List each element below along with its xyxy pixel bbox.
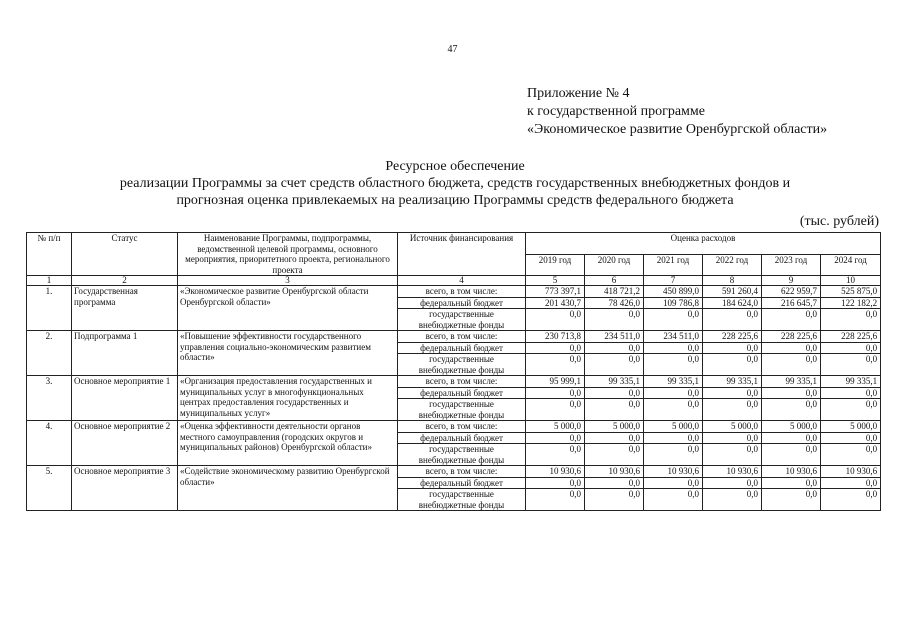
row-value: 525 875,0 <box>821 286 881 298</box>
table-row <box>27 466 881 478</box>
row-value: 99 335,1 <box>703 376 762 388</box>
row-value: 228 225,6 <box>762 331 821 343</box>
row-value: 0,0 <box>762 342 821 354</box>
row-value: 5 000,0 <box>762 421 821 433</box>
row-value: 0,0 <box>585 342 644 354</box>
row-value: 78 426,0 <box>585 297 644 309</box>
row-value: 228 225,6 <box>703 331 762 343</box>
row-name: «Оценка эффективности деятельности органов местного самоуправления (городских округов и муниципальных районов) Оренбургской области» <box>178 421 398 466</box>
row-name: «Экономическое развитие Оренбургской области Оренбургской области» <box>178 286 398 331</box>
row-name: «Повышение эффективности государственного управления социально-экономическим развитием области» <box>178 331 398 376</box>
header-num: № п/п <box>27 233 72 276</box>
row-value: 99 335,1 <box>821 376 881 388</box>
row-value: 0,0 <box>644 489 703 511</box>
row-number: 2. <box>27 331 72 376</box>
row-source: государственные внебюджетные фонды <box>398 489 526 511</box>
row-value: 201 430,7 <box>526 297 585 309</box>
row-value: 228 225,6 <box>821 331 881 343</box>
row-value: 184 624,0 <box>703 297 762 309</box>
row-value: 0,0 <box>644 354 703 376</box>
table-row <box>27 376 881 388</box>
row-value: 0,0 <box>821 444 881 466</box>
row-value: 0,0 <box>762 432 821 444</box>
row-status: Государственная программа <box>72 286 178 331</box>
row-value: 10 930,6 <box>644 466 703 478</box>
row-source: государственные внебюджетные фонды <box>398 354 526 376</box>
row-status: Подпрограмма 1 <box>72 331 178 376</box>
resource-table <box>26 232 881 511</box>
row-source: государственные внебюджетные фонды <box>398 309 526 331</box>
row-value: 0,0 <box>585 354 644 376</box>
row-value: 0,0 <box>644 444 703 466</box>
row-value: 0,0 <box>585 477 644 489</box>
row-value: 0,0 <box>644 399 703 421</box>
row-value: 0,0 <box>762 399 821 421</box>
row-value: 0,0 <box>762 444 821 466</box>
row-value: 450 899,0 <box>644 286 703 298</box>
row-value: 0,0 <box>526 444 585 466</box>
row-value: 0,0 <box>703 399 762 421</box>
units-label: (тыс. рублей) <box>799 214 879 229</box>
row-value: 0,0 <box>703 432 762 444</box>
row-value: 0,0 <box>526 309 585 331</box>
row-value: 0,0 <box>703 342 762 354</box>
row-value: 0,0 <box>703 309 762 331</box>
title-line-3: прогнозная оценка привлекаемых на реализацию Программы средств федерального бюджета <box>176 193 734 208</box>
row-value: 0,0 <box>703 444 762 466</box>
row-value: 0,0 <box>821 489 881 511</box>
page-number: 47 <box>447 44 458 55</box>
header-name: Наименование Программы, подпрограммы, ведомственной целевой программы, основного мероприятия, приоритетного проекта, регионального проекта <box>178 233 398 276</box>
row-value: 0,0 <box>585 309 644 331</box>
row-value: 0,0 <box>526 354 585 376</box>
row-source: федеральный бюджет <box>398 477 526 489</box>
row-value: 0,0 <box>585 387 644 399</box>
row-value: 10 930,6 <box>762 466 821 478</box>
row-value: 0,0 <box>762 387 821 399</box>
row-value: 109 786,8 <box>644 297 703 309</box>
header-year: 2023 год <box>762 254 821 276</box>
row-source: федеральный бюджет <box>398 432 526 444</box>
table-row <box>27 421 881 433</box>
column-number: 5 <box>526 276 585 286</box>
row-name: «Организация предоставления государственных и муниципальных услуг в многофункциональных центрах предоставления государственных и муниципальных услуг» <box>178 376 398 421</box>
row-value: 5 000,0 <box>821 421 881 433</box>
row-value: 10 930,6 <box>821 466 881 478</box>
column-number: 4 <box>398 276 526 286</box>
row-value: 5 000,0 <box>644 421 703 433</box>
row-value: 0,0 <box>526 489 585 511</box>
row-value: 0,0 <box>821 342 881 354</box>
row-value: 0,0 <box>703 387 762 399</box>
row-value: 0,0 <box>762 489 821 511</box>
row-value: 216 645,7 <box>762 297 821 309</box>
column-number: 8 <box>703 276 762 286</box>
column-number: 1 <box>27 276 72 286</box>
column-number: 9 <box>762 276 821 286</box>
row-value: 0,0 <box>526 399 585 421</box>
row-source: всего, в том числе: <box>398 331 526 343</box>
row-name: «Содействие экономическому развитию Оренбургской области» <box>178 466 398 511</box>
row-value: 0,0 <box>821 387 881 399</box>
row-value: 5 000,0 <box>703 421 762 433</box>
row-value: 99 335,1 <box>644 376 703 388</box>
row-number: 3. <box>27 376 72 421</box>
row-source: всего, в том числе: <box>398 421 526 433</box>
row-number: 1. <box>27 286 72 331</box>
row-value: 0,0 <box>821 309 881 331</box>
column-number: 6 <box>585 276 644 286</box>
row-value: 0,0 <box>526 477 585 489</box>
row-value: 95 999,1 <box>526 376 585 388</box>
row-source: государственные внебюджетные фонды <box>398 444 526 466</box>
table-body <box>27 286 881 511</box>
row-number: 4. <box>27 421 72 466</box>
row-value: 0,0 <box>703 354 762 376</box>
row-value: 0,0 <box>644 309 703 331</box>
title-line-1: Ресурсное обеспечение <box>385 159 525 174</box>
row-source: государственные внебюджетные фонды <box>398 399 526 421</box>
row-value: 234 511,0 <box>644 331 703 343</box>
row-source: всего, в том числе: <box>398 376 526 388</box>
row-source: федеральный бюджет <box>398 342 526 354</box>
row-status: Основное мероприятие 3 <box>72 466 178 511</box>
row-value: 0,0 <box>821 477 881 489</box>
table-row <box>27 286 881 298</box>
header-year: 2024 год <box>821 254 881 276</box>
header-year: 2021 год <box>644 254 703 276</box>
row-value: 0,0 <box>644 387 703 399</box>
row-value: 0,0 <box>526 387 585 399</box>
header-year: 2022 год <box>703 254 762 276</box>
row-value: 122 182,2 <box>821 297 881 309</box>
row-value: 0,0 <box>762 477 821 489</box>
row-status: Основное мероприятие 2 <box>72 421 178 466</box>
row-value: 10 930,6 <box>703 466 762 478</box>
row-value: 5 000,0 <box>585 421 644 433</box>
header-year: 2020 год <box>585 254 644 276</box>
row-status: Основное мероприятие 1 <box>72 376 178 421</box>
column-number: 3 <box>178 276 398 286</box>
row-value: 0,0 <box>644 342 703 354</box>
column-number: 7 <box>644 276 703 286</box>
title-line-2: реализации Программы за счет средств областного бюджета, средств государственных внебюджетных фондов и <box>119 176 791 191</box>
row-source: федеральный бюджет <box>398 387 526 399</box>
row-value: 0,0 <box>762 309 821 331</box>
row-value: 0,0 <box>644 477 703 489</box>
document-title <box>60 158 850 209</box>
row-value: 99 335,1 <box>762 376 821 388</box>
header-estimate: Оценка расходов <box>526 233 881 255</box>
column-number: 2 <box>72 276 178 286</box>
header-year: 2019 год <box>526 254 585 276</box>
row-value: 0,0 <box>703 489 762 511</box>
appendix-line-3: «Экономическое развитие Оренбургской области» <box>527 122 828 137</box>
row-value: 0,0 <box>585 489 644 511</box>
row-value: 0,0 <box>526 342 585 354</box>
appendix-line-2: к государственной программе <box>527 104 705 119</box>
row-value: 622 959,7 <box>762 286 821 298</box>
row-value: 0,0 <box>526 432 585 444</box>
row-value: 0,0 <box>585 399 644 421</box>
row-value: 0,0 <box>644 432 703 444</box>
appendix-line-1: Приложение № 4 <box>527 86 630 101</box>
column-number-row <box>27 276 881 286</box>
row-source: всего, в том числе: <box>398 286 526 298</box>
row-value: 5 000,0 <box>526 421 585 433</box>
row-value: 0,0 <box>585 432 644 444</box>
row-value: 99 335,1 <box>585 376 644 388</box>
row-value: 0,0 <box>821 399 881 421</box>
appendix-header <box>527 85 827 139</box>
row-value: 234 511,0 <box>585 331 644 343</box>
row-value: 0,0 <box>585 444 644 466</box>
row-value: 773 397,1 <box>526 286 585 298</box>
row-value: 10 930,6 <box>585 466 644 478</box>
row-value: 0,0 <box>703 477 762 489</box>
row-number: 5. <box>27 466 72 511</box>
column-number: 10 <box>821 276 881 286</box>
row-value: 10 930,6 <box>526 466 585 478</box>
header-source: Источник финансирования <box>398 233 526 276</box>
row-value: 418 721,2 <box>585 286 644 298</box>
table-row <box>27 331 881 343</box>
header-status: Статус <box>72 233 178 276</box>
row-value: 0,0 <box>821 432 881 444</box>
row-value: 230 713,8 <box>526 331 585 343</box>
row-value: 0,0 <box>762 354 821 376</box>
row-value: 0,0 <box>821 354 881 376</box>
row-value: 591 260,4 <box>703 286 762 298</box>
row-source: федеральный бюджет <box>398 297 526 309</box>
row-source: всего, в том числе: <box>398 466 526 478</box>
